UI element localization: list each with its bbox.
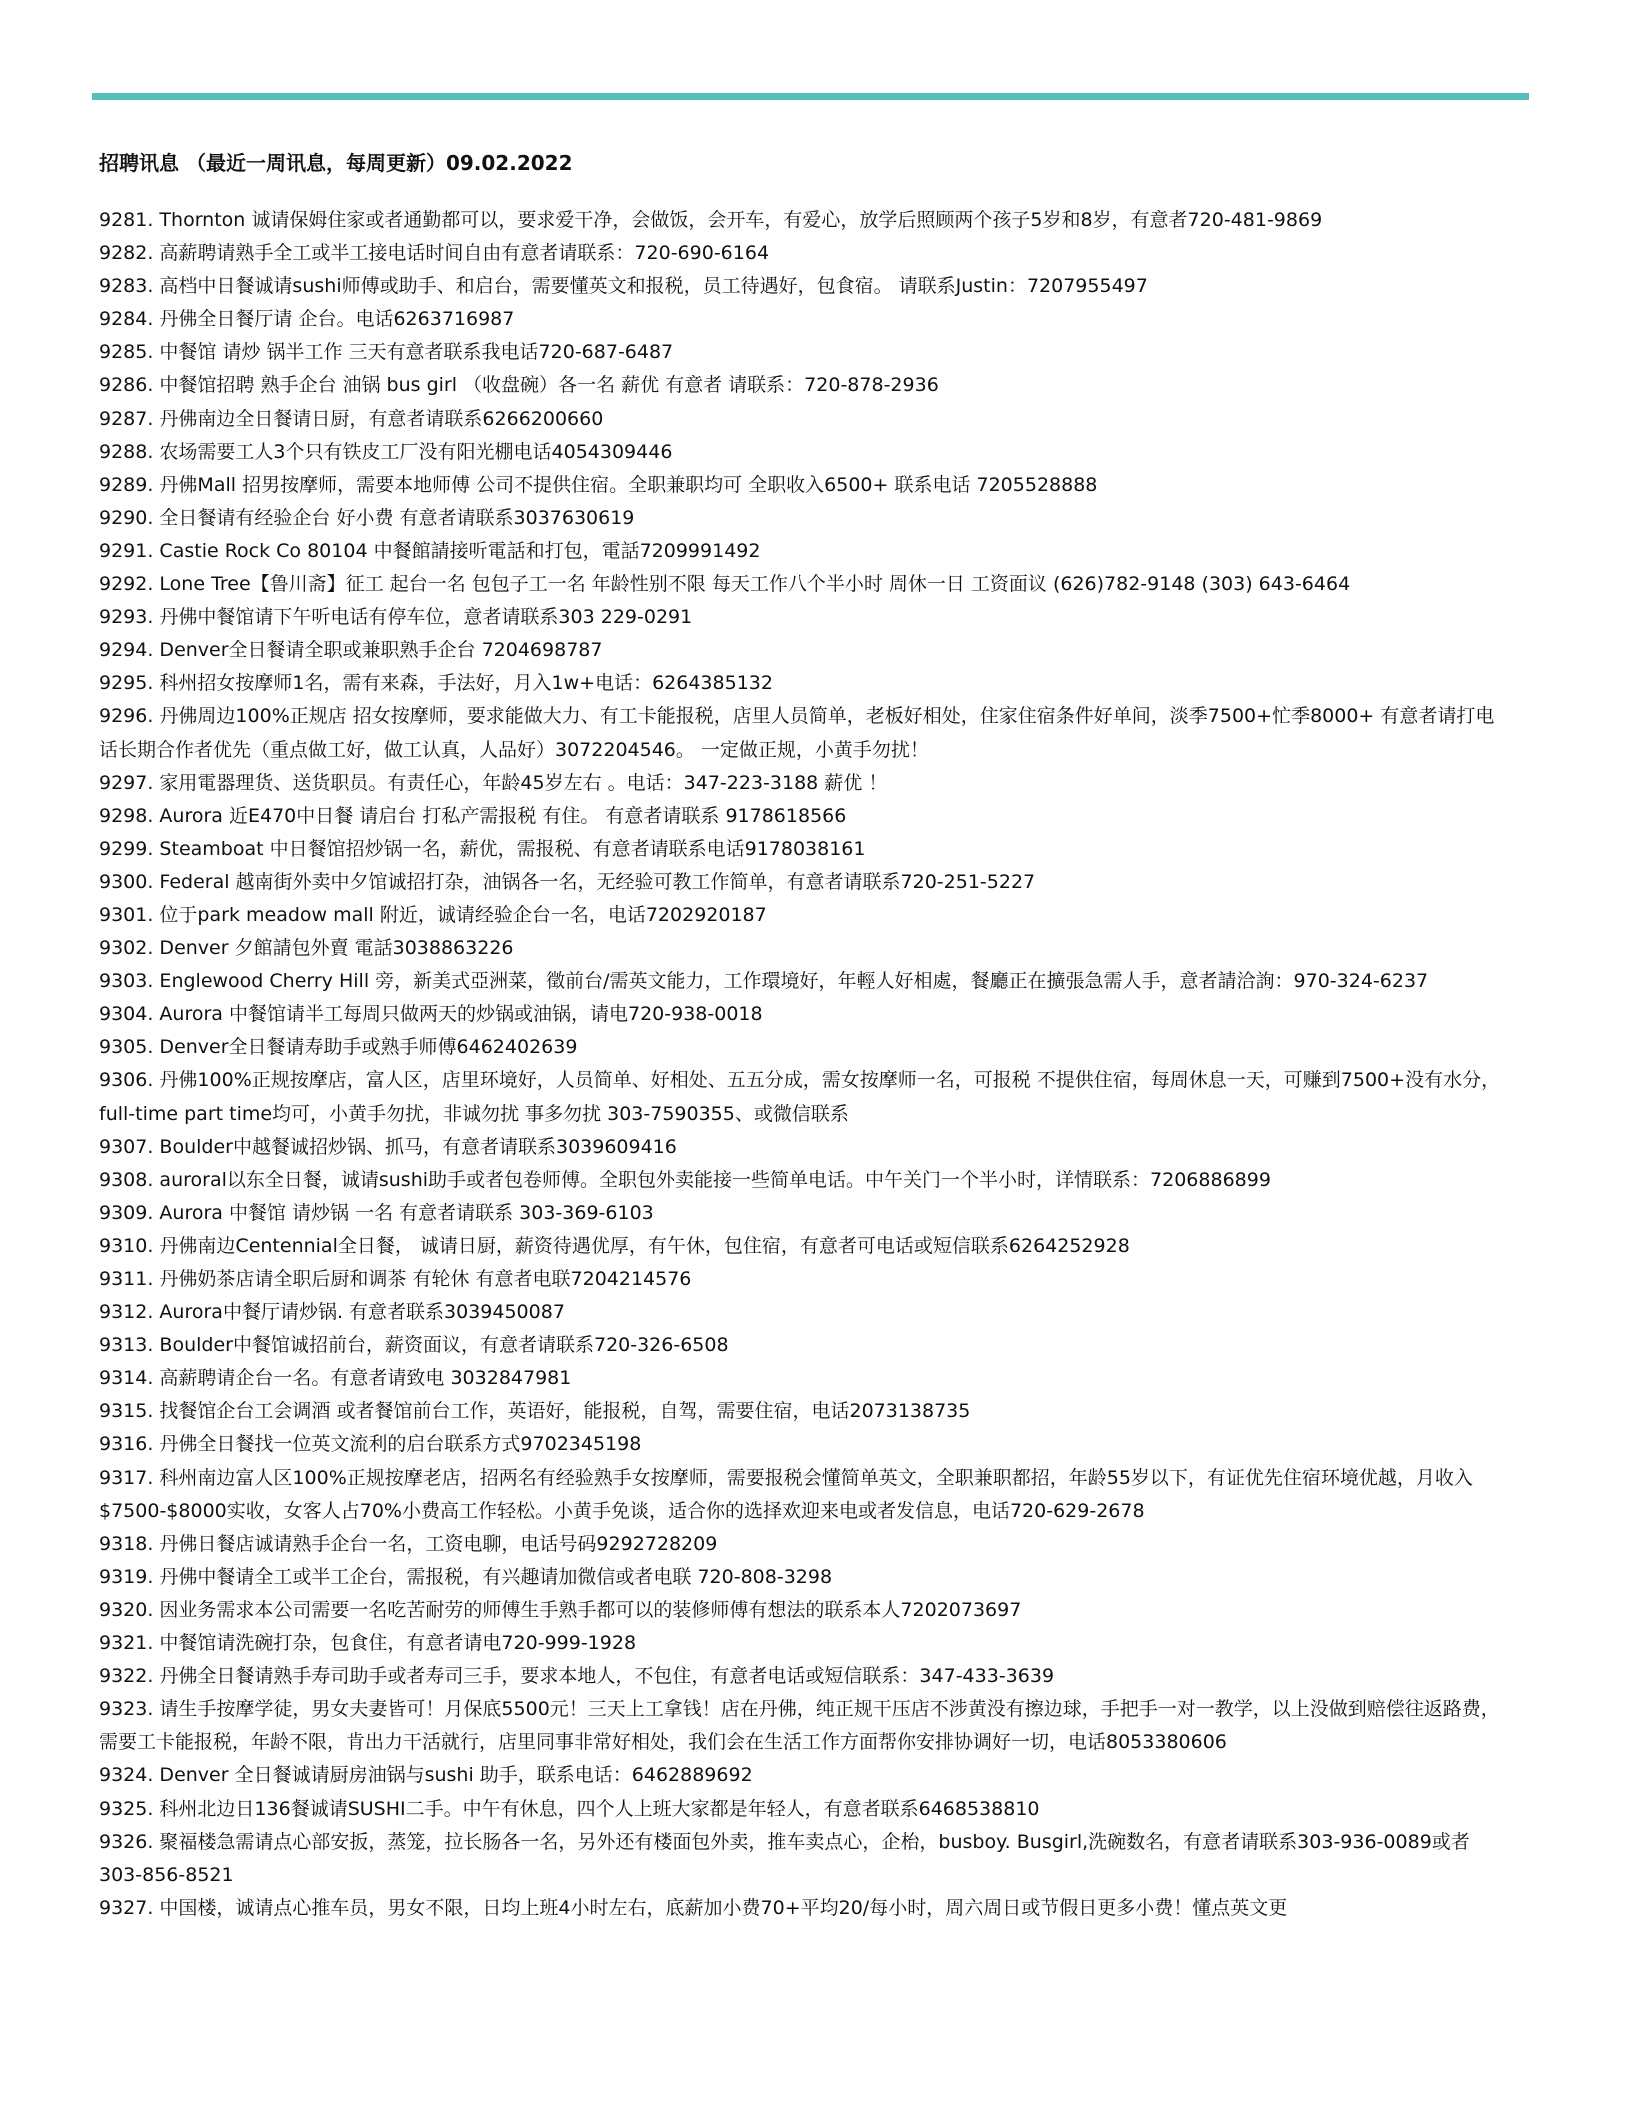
list-item: 9300. Federal 越南街外卖中夕馆诚招打杂，油锅各一名，无经验可教工作简单，有意者请联系720-251-5227 [99, 870, 1036, 893]
job-listings [99, 204, 1509, 1925]
list-item: 9319. 丹佛中餐请全工或半工企台，需报税，有兴趣请加微信或者电联 720-808-3298 [99, 1565, 833, 1588]
list-item: 9296. 丹佛周边100%正规店 招女按摩师，要求能做大力、有工卡能报税，店里人员简单，老板好相处，住家住宿条件好单间，淡季7500+忙季8000+ 有意者请打电话长期合作者优先（重点做工好，做工认真，人品好）3072204546。 一定做正规，小黄手勿扰！ [99, 705, 1495, 761]
list-item: 9305. Denver全日餐请寿助手或熟手师傅6462402639 [99, 1036, 578, 1059]
list-item: 9290. 全日餐请有经验企台 好小费 有意者请联系3037630619 [99, 506, 635, 529]
list-item: 9286. 中餐馆招聘 熟手企台 油锅 bus girl （收盘碗）各一名 薪优 有意者 请联系：720-878-2936 [99, 374, 939, 397]
list-item: 9317. 科州南边富人区100%正规按摩老店，招两名有经验熟手女按摩师，需要报税会懂简单英文，全职兼职都招，年龄55岁以下，有证优先住宿环境优越，月收入$7500-$8000实收，女客人占70%小费高工作轻松。小黄手免谈，适合你的选择欢迎来电或者发信息，电话720-629-2678 [99, 1466, 1473, 1522]
list-item: 9299. Steamboat 中日餐馆招炒锅一名，薪优，需报税、有意者请联系电话9178038161 [99, 837, 866, 860]
list-item: 9294. Denver全日餐请全职或兼职熟手企台 7204698787 [99, 639, 603, 662]
list-item: 9322. 丹佛全日餐请熟手寿司助手或者寿司三手，要求本地人，不包住，有意者电话或短信联系：347-433-3639 [99, 1665, 1055, 1688]
list-item: 9282. 高薪聘请熟手全工或半工接电话时间自由有意者请联系：720-690-6164 [99, 242, 770, 265]
list-item: 9312. Aurora中餐厅请炒锅. 有意者联系3039450087 [99, 1301, 565, 1324]
list-item: 9287. 丹佛南边全日餐请日厨，有意者请联系6266200660 [99, 407, 604, 430]
list-item: 9308. auroral以东全日餐，诚请sushi助手或者包卷师傅。全职包外卖能接一些简单电话。中午关门一个半小时，详情联系：7206886899 [99, 1168, 1271, 1191]
list-item: 9324. Denver 全日餐诚请厨房油锅与sushi 助手，联系电话：6462889692 [99, 1764, 753, 1787]
header-rule [92, 93, 1529, 100]
list-item: 9291. Castie Rock Co 80104 中餐館請接听電話和打包，電話7209991492 [99, 539, 761, 562]
list-item: 9285. 中餐馆 请炒 锅半工作 三天有意者联系我电话720-687-6487 [99, 341, 674, 364]
list-item: 9320. 因业务需求本公司需要一名吃苦耐劳的师傅生手熟手都可以的装修师傅有想法的联系本人7202073697 [99, 1598, 1022, 1621]
list-item: 9309. Aurora 中餐馆 请炒锅 一名 有意者请联系 303-369-6103 [99, 1201, 654, 1224]
list-item: 9302. Denver 夕館請包外賣 電話3038863226 [99, 937, 514, 960]
list-item: 9325. 科州北边日136餐诚请SUSHI二手。中午有休息，四个人上班大家都是年轻人，有意者联系6468538810 [99, 1797, 1040, 1820]
list-item: 9301. 位于park meadow mall 附近，诚请经验企台一名，电话7202920187 [99, 903, 767, 926]
list-item: 9283. 高档中日餐诚请sushi师傅或助手、和启台，需要懂英文和报税，员工待遇好，包食宿。 请联系Justin：7207955497 [99, 275, 1148, 298]
list-item: 9292. Lone Tree【鲁川斋】征工 起台一名 包包子工一名 年龄性别不限 每天工作八个半小时 周休一日 工资面议 (626)782-9148 (303) 643-6464 [99, 573, 1351, 596]
list-item: 9318. 丹佛日餐店诚请熟手企台一名，工资电聊，电话号码9292728209 [99, 1532, 718, 1555]
list-item: 9304. Aurora 中餐馆请半工每周只做两天的炒锅或油锅，请电720-938-0018 [99, 1003, 763, 1026]
list-item: 9326. 聚福楼急需请点心部安扳，蒸笼，拉长肠各一名，另外还有楼面包外卖，推车卖点心，企枱，busboy. Busgirl,洗碗数名，有意者请联系303-936-0089或者303-856-8521 [99, 1830, 1470, 1886]
list-item: 9306. 丹佛100%正规按摩店，富人区，店里环境好，人员简单、好相处、五五分成，需女按摩师一名，可报税 不提供住宿，每周休息一天，可赚到7500+没有水分，full-time part time均可，小黄手勿扰，非诚勿扰 事多勿扰 303-7590355、或微信联系 [99, 1069, 1501, 1125]
list-item: 9298. Aurora 近E470中日餐 请启台 打私产需报税 有住。 有意者请联系 9178618566 [99, 804, 847, 827]
list-item: 9313. Boulder中餐馆诚招前台，薪资面议，有意者请联系720-326-6508 [99, 1334, 729, 1357]
list-item: 9297. 家用電器理货、送货职员。有责任心，年龄45岁左右 。电话：347-223-3188 薪优 ！ [99, 771, 888, 794]
list-item: 9311. 丹佛奶茶店请全职后厨和调茶 有轮休 有意者电联7204214576 [99, 1268, 692, 1290]
list-item: 9310. 丹佛南边Centennial全日餐， 诚请日厨，薪资待遇优厚，有午休，包住宿，有意者可电话或短信联系6264252928 [99, 1234, 1130, 1257]
list-item: 9284. 丹佛全日餐厅请 企台。电话6263716987 [99, 308, 515, 331]
list-item: 9289. 丹佛Mall 招男按摩师，需要本地师傅 公司不提供住宿。全职兼职均可 全职收入6500+ 联系电话 7205528888 [99, 473, 1098, 496]
list-item: 9321. 中餐馆请洗碗打杂，包食住，有意者请电720-999-1928 [99, 1632, 637, 1655]
list-item: 9327. 中国楼，诚请点心推车员，男女不限，日均上班4小时左右，底薪加小费70+平均20/每小时，周六周日或节假日更多小费！懂点英文更 [99, 1896, 1288, 1919]
list-item: 9307. Boulder中越餐诚招炒锅、抓马，有意者请联系3039609416 [99, 1135, 677, 1158]
list-item: 9316. 丹佛全日餐找一位英文流利的启台联系方式9702345198 [99, 1433, 642, 1456]
list-item: 9323. 请生手按摩学徒，男女夫妻皆可！月保底5500元！三天上工拿钱！店在丹佛，纯正规干压店不涉黄没有擦边球，手把手一对一教学，以上没做到赔偿往返路费，需要工卡能报税，年龄不限，肯出力干活就行，店里同事非常好相处，我们会在生活工作方面帮你安排协调好一切，电话8053380606 [99, 1698, 1500, 1754]
list-item: 9295. 科州招女按摩师1名，需有来森，手法好，月入1w+电话：6264385132 [99, 672, 773, 695]
list-item: 9303. Englewood Cherry Hill 旁，新美式亞洲菜，徵前台/需英文能力，工作環境好，年輕人好相處，餐廳正在擴張急需人手，意者請洽詢：970-324-6237 [99, 970, 1429, 993]
list-item: 9281. Thornton 诚请保姆住家或者通勤都可以，要求爱干净，会做饭，会开车，有爱心，放学后照顾两个孩子5岁和8岁，有意者720-481-9869 [99, 209, 1323, 231]
page-title: 招聘讯息 （最近一周讯息，每周更新）09.02.2022 [99, 151, 573, 175]
list-item: 9315. 找餐馆企台工会调酒 或者餐馆前台工作，英语好，能报税，自驾，需要住宿，电话2073138735 [99, 1400, 971, 1423]
list-item: 9293. 丹佛中餐馆请下午听电话有停车位，意者请联系303 229-0291 [99, 606, 693, 629]
list-item: 9288. 农场需要工人3个只有铁皮工厂没有阳光棚电话4054309446 [99, 440, 673, 463]
list-item: 9314. 高薪聘请企台一名。有意者请致电 3032847981 [99, 1367, 572, 1390]
